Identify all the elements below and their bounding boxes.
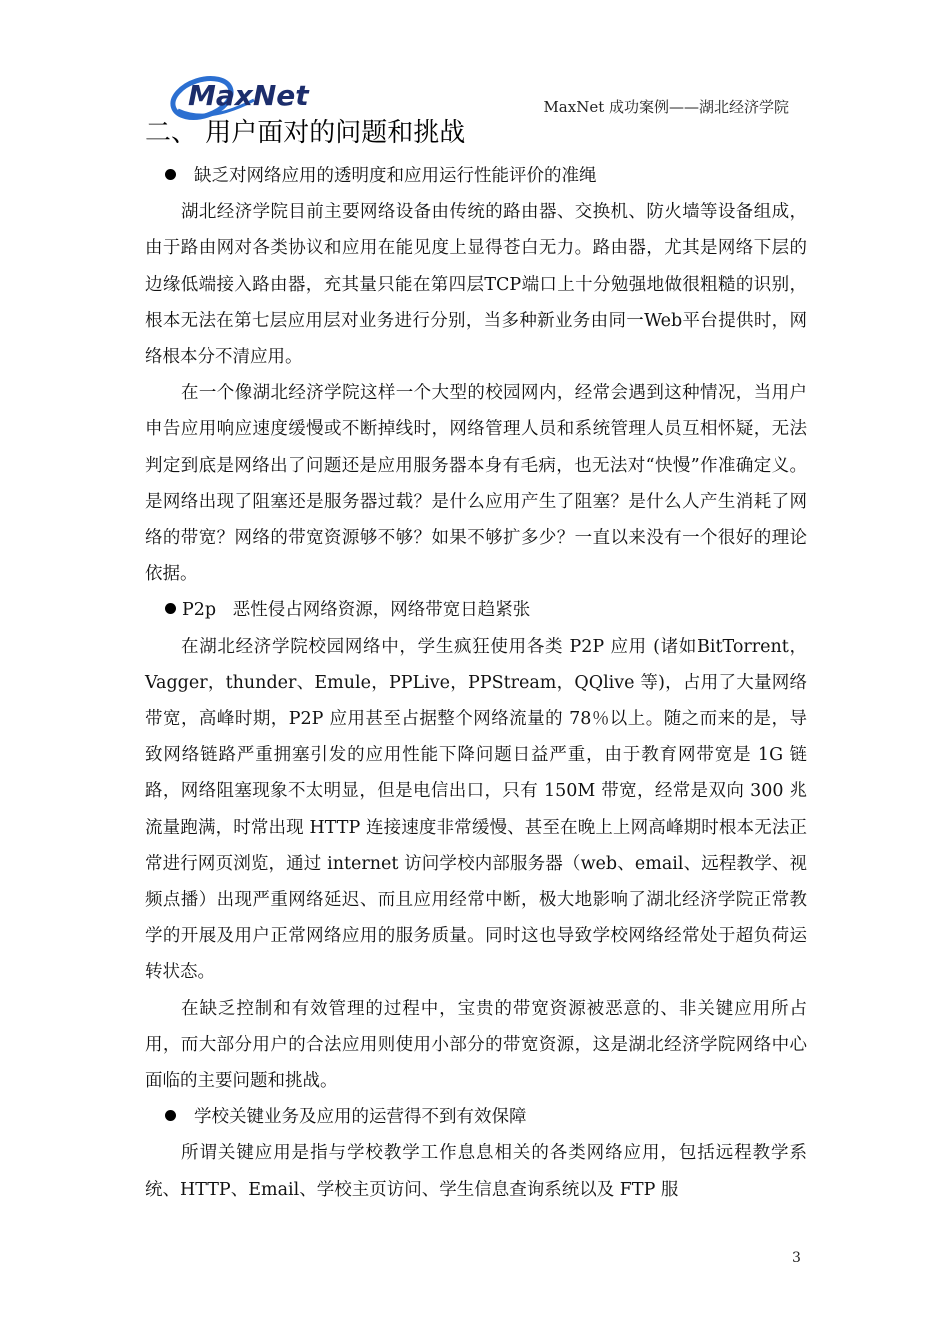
bullet-icon xyxy=(165,169,176,180)
bullet-item xyxy=(145,1099,807,1135)
bullet-item xyxy=(145,592,807,628)
paragraph: 在湖北经济学院校园网络中，学生疯狂使用各类 P2P 应用 (诸如BitTorrent，Vagger，thunder、Emule，PPLive，PPStream，QQlive 等)，占用了大量网络带宽，高峰时期，P2P 应用甚至占据整个网络流量的 78％以上。随之而来的是，导致网络链路严重拥塞引发的应用性能下降问题日益严重，由于教育网带宽是 1G 链路，网络阻塞现象不太明显，但是电信出口，只有 150M 带宽，经常是双向 300 兆流量跑满，时常出现 HTTP 连接速度非常缓慢、甚至在晚上上网高峰期时根本无法正常进行网页浏览，通过 internet 访问学校内部服务器（web、email、远程教学、视频点播）出现严重网络延迟、而且应用经常中断，极大地影响了湖北经济学院正常教学的开展及用户正常网络应用的服务质量。同时这也导致学校网络经常处于超负荷运转状态。 xyxy=(145,636,807,983)
bullet-text: 学校关键业务及应用的运营得不到有效保障 xyxy=(194,1107,527,1128)
bullet-text: 缺乏对网络应用的透明度和应用运行性能评价的准绳 xyxy=(194,166,597,186)
paragraph: 所谓关键应用是指与学校教学工作息息相关的各类网络应用，包括远程教学系统、HTTP、Email、学校主页访问、学生信息查询系统以及 FTP 服 xyxy=(145,1143,807,1200)
document-body xyxy=(145,158,807,1208)
header-title: MaxNet 成功案例——湖北经济学院 xyxy=(543,98,789,116)
page-number: 3 xyxy=(792,1250,801,1266)
paragraph: 湖北经济学院目前主要网络设备由传统的路由器、交换机、防火墙等设备组成，由于路由网对各类协议和应用在能见度上显得苍白无力。路由器，尤其是网络下层的边缘低端接入路由器，充其量只能在第四层TCP端口上十分勉强地做很粗糙的识别，根本无法在第七层应用层对业务进行分别，当多种新业务由同一Web平台提供时，网络根本分不清应用。 xyxy=(145,202,807,368)
paragraph: 在缺乏控制和有效管理的过程中，宝贵的带宽资源被恶意的、非关键应用所占用，而大部分用户的合法应用则使用小部分的带宽资源，这是湖北经济学院网络中心面临的主要问题和挑战。 xyxy=(145,998,807,1092)
bullet-item xyxy=(145,158,807,194)
bullet-icon xyxy=(165,1110,176,1121)
section-title: 二、 用户面对的问题和挑战 xyxy=(145,118,466,148)
bullet-icon xyxy=(165,603,176,614)
logo-text: MaxNet xyxy=(188,79,309,112)
bullet-text: P2p 恶性侵占网络资源，网络带宽日趋紧张 xyxy=(182,600,531,621)
paragraph: 在一个像湖北经济学院这样一个大型的校园网内，经常会遇到这种情况，当用户申告应用响应速度缓慢或不断掉线时，网络管理人员和系统管理人员互相怀疑，无法判定到底是网络出了问题还是应用服务器本身有毛病，也无法对“快慢”作准确定义。是网络出现了阻塞还是服务器过载？是什么应用产生了阻塞？是什么人产生消耗了网络的带宽？网络的带宽资源够不够？如果不够扩多少？一直以来没有一个很好的理论依据。 xyxy=(145,383,807,585)
